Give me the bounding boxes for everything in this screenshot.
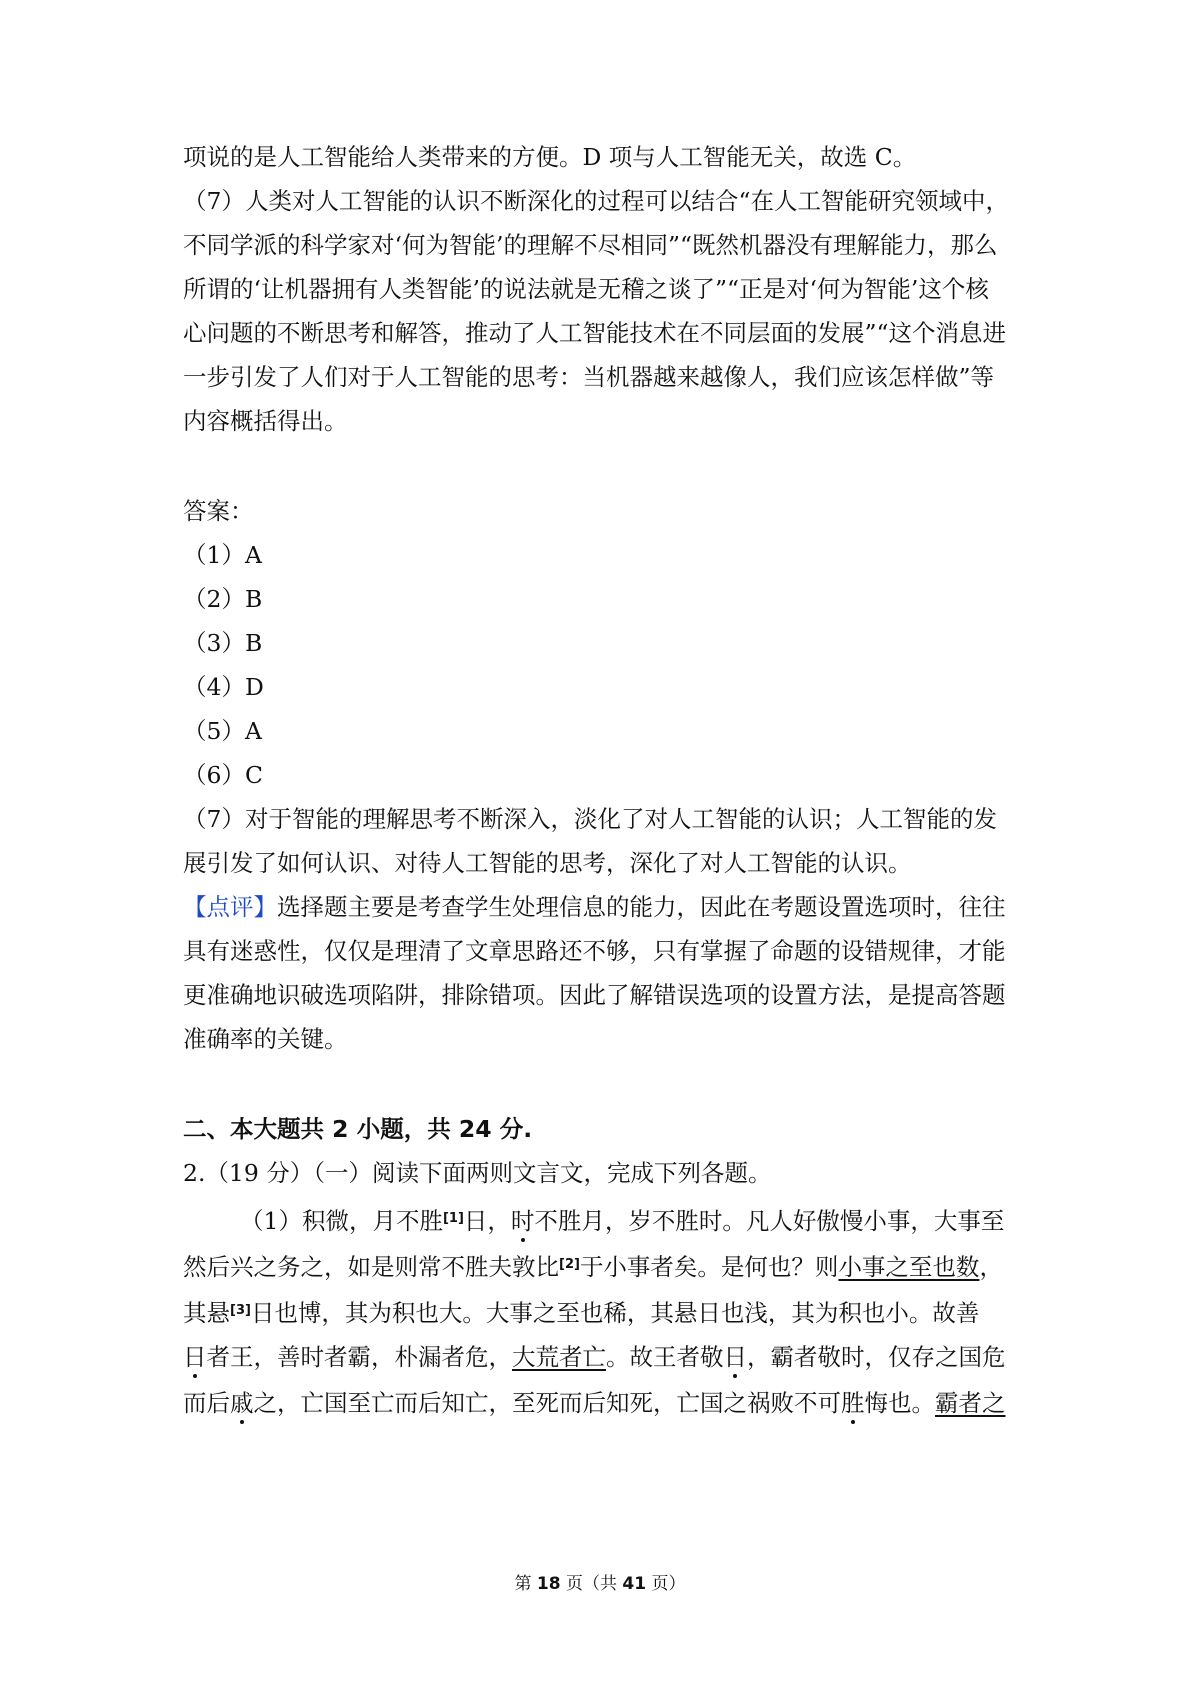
emphasis-char: 日 — [183, 1343, 207, 1371]
footer-prefix: 第 — [514, 1574, 532, 1594]
passage-text: 而后 — [183, 1389, 230, 1417]
answer-item: （4）D — [183, 673, 264, 701]
passage-text: 不胜月，岁不胜时。凡人好傲慢小事，大事至 — [534, 1207, 1005, 1236]
underlined-phrase: 霸者之 — [935, 1389, 1006, 1417]
answer-label: 答案： — [183, 497, 254, 525]
comment-text: 选择题主要是考查学生处理信息的能力，因此在考题设置选项时，往往 — [277, 893, 1006, 921]
answer-item-7: （7）对于智能的理解思考不断深入，淡化了对人工智能的认识；人工智能的发 — [183, 805, 997, 833]
footnote-marker: [3] — [230, 1303, 251, 1318]
passage-line — [183, 1294, 1028, 1330]
analysis-q7-line: 心问题的不断思考和解答，推动了人工智能技术在不同层面的发展”“这个消息进 — [183, 319, 1007, 347]
answer-item: （2）B — [183, 585, 263, 613]
underlined-phrase: 小事之至也数 — [838, 1253, 980, 1282]
analysis-q7-line: （7）人类对人工智能的认识不断深化的过程可以结合“在人工智能研究领域中， — [183, 187, 1009, 215]
comment-tag: 【点评】 — [183, 893, 277, 921]
analysis-line: 项说的是人工智能给人类带来的方便。D 项与人工智能无关，故选 C。 — [183, 143, 917, 171]
section-heading: 二、本大题共 2 小题，共 24 分. — [183, 1115, 533, 1143]
passage-line — [183, 1340, 1028, 1374]
answer-item: （3）B — [183, 629, 263, 657]
question-intro: 2.（19 分）（一）阅读下面两则文言文，完成下列各题。 — [183, 1159, 772, 1187]
answer-item: （6）C — [183, 761, 263, 789]
passage-text: 日也博，其为积也大。大事之至也稀，其悬日也浅，其为积也小。故善 — [250, 1299, 980, 1328]
footer-suffix: 页） — [651, 1574, 686, 1594]
underlined-phrase: 大荒者亡 — [512, 1343, 606, 1371]
current-page-number: 18 — [536, 1574, 561, 1594]
passage-text: （1）积微，月不胜 — [240, 1207, 443, 1236]
emphasis-char: 日 — [723, 1343, 747, 1371]
comment-line: 准确率的关键。 — [183, 1025, 348, 1053]
passage-line — [240, 1202, 1028, 1238]
emphasis-char: 时 — [510, 1207, 535, 1236]
passage-text: 。故王者敬 — [606, 1343, 724, 1371]
passage-text: 者王，善时者霸，朴漏者危， — [206, 1343, 512, 1371]
footnote-marker: [1] — [442, 1211, 464, 1226]
emphasis-char: 胜 — [841, 1389, 865, 1417]
answer-item-7: 展引发了如何认识、对待人工智能的思考，深化了对人工智能的认识。 — [183, 849, 912, 877]
passage-text: ， — [979, 1253, 1003, 1282]
passage-line — [183, 1248, 1028, 1284]
comment-line — [183, 890, 1028, 924]
answer-item: （1）A — [183, 541, 262, 569]
total-page-number: 41 — [622, 1574, 647, 1594]
analysis-q7-line: 内容概括得出。 — [183, 407, 348, 435]
emphasis-char: 戚 — [230, 1389, 254, 1417]
footer-middle: 页（共 — [566, 1574, 617, 1594]
passage-text: 之，亡国至亡而后知亡，至死而后知死，亡国之祸败不可 — [253, 1389, 841, 1417]
footnote-marker: [2] — [559, 1257, 580, 1272]
passage-text: 于小事者矣。是何也？则 — [579, 1253, 839, 1282]
passage-line — [183, 1386, 1028, 1420]
comment-line: 更准确地识破选项陷阱，排除错项。因此了解错误选项的设置方法，是提高答题 — [183, 981, 1006, 1009]
comment-line: 具有迷惑性，仅仅是理清了文章思路还不够，只有掌握了命题的设错规律，才能 — [183, 937, 1006, 965]
passage-text: 日， — [463, 1207, 511, 1236]
answer-item: （5）A — [183, 717, 262, 745]
page-footer — [0, 1572, 1200, 1596]
passage-text: 悔也。 — [864, 1389, 935, 1417]
passage-text: 然后兴之务之，如是则常不胜夫敦比 — [183, 1253, 559, 1282]
passage-text: ，霸者敬时，仅存之国危 — [747, 1343, 1006, 1371]
analysis-q7-line: 不同学派的科学家对‘何为智能’的理解不尽相同”“既然机器没有理解能力，那么 — [183, 231, 998, 259]
analysis-q7-line: 一步引发了人们对于人工智能的思考：当机器越来越像人，我们应该怎样做”等 — [183, 363, 995, 391]
analysis-q7-line: 所谓的‘让机器拥有人类智能’的说法就是无稽之谈了”“正是对‘何为智能’这个核 — [183, 275, 989, 303]
passage-text: 其悬 — [183, 1299, 230, 1328]
